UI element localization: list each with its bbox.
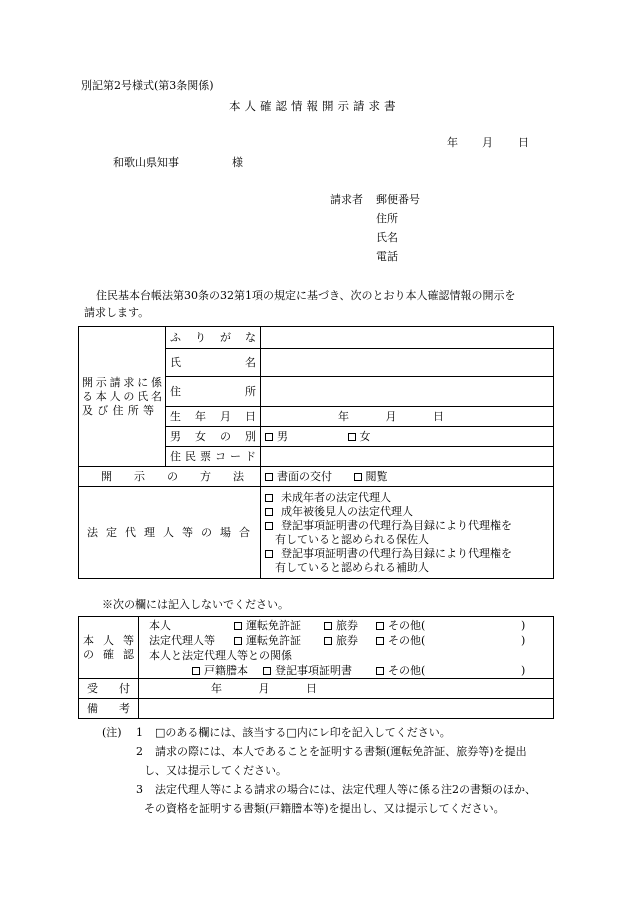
label-char: ド bbox=[245, 449, 256, 463]
label-char: 住 bbox=[170, 384, 181, 398]
label-char: 場 bbox=[220, 525, 231, 539]
self-other-option[interactable]: その他( bbox=[376, 619, 425, 633]
receipt-month: 月 bbox=[258, 681, 270, 695]
label-char: 確 bbox=[103, 647, 114, 661]
label-char: 年 bbox=[195, 409, 206, 423]
legal-curator-continuation: 有していると認められる保佐人 bbox=[275, 532, 429, 546]
addressee: 和歌山県知事 bbox=[113, 156, 179, 169]
label-char: 住 bbox=[112, 403, 124, 417]
label-char: 係 bbox=[150, 375, 162, 389]
legal-minor-label: 未成年者の法定代理人 bbox=[281, 490, 391, 504]
form-number: 別記第2号様式(第3条関係) bbox=[81, 79, 214, 92]
label-char: 名 bbox=[150, 389, 162, 403]
method-document-checkbox[interactable] bbox=[265, 473, 273, 481]
label-char: 理 bbox=[144, 525, 155, 539]
addressee-honorific: 様 bbox=[232, 156, 243, 169]
agent-other-close: ) bbox=[521, 633, 526, 647]
birthdate-field[interactable] bbox=[261, 407, 554, 427]
id-check-line-2 bbox=[83, 648, 134, 662]
method-document-label: 書面の交付 bbox=[277, 469, 332, 483]
label-char: 認 bbox=[123, 647, 134, 661]
sex-male-label: 男 bbox=[277, 429, 288, 443]
note-2-text: 請求の際には、本人であることを証明する書類(運転免許証、旅券等)を提出 bbox=[155, 745, 527, 758]
name-field[interactable] bbox=[261, 349, 554, 377]
label-char: が bbox=[220, 330, 231, 344]
relation-other-close: ) bbox=[521, 663, 526, 677]
legal-option-curator[interactable] bbox=[265, 519, 549, 533]
label-char: な bbox=[245, 330, 256, 344]
subject-group-line-3 bbox=[82, 404, 154, 418]
label-char: 及 bbox=[82, 403, 93, 417]
label-char: の bbox=[123, 389, 135, 403]
label-char: の bbox=[201, 525, 212, 539]
method-field bbox=[261, 467, 554, 487]
label-char: 合 bbox=[239, 525, 250, 539]
method-view-option[interactable] bbox=[354, 470, 388, 483]
label-char: 氏 bbox=[170, 355, 181, 369]
id-check-line-1 bbox=[83, 634, 134, 648]
legal-curator-label: 登記事項証明書の代理行為目録により代理権を bbox=[281, 518, 512, 532]
agent-license-option[interactable]: 運転免許証 bbox=[234, 634, 301, 648]
label-char: 法 bbox=[87, 525, 98, 539]
label-char: 等 bbox=[143, 403, 154, 417]
intro-line-2: 請求します。 bbox=[84, 306, 150, 319]
receipt-field[interactable] bbox=[139, 679, 554, 699]
method-view-checkbox[interactable] bbox=[354, 473, 362, 481]
legal-assistant-continuation: 有していると認められる補助人 bbox=[275, 560, 429, 574]
note-1-num: 1 bbox=[136, 726, 143, 739]
sex-field bbox=[261, 427, 554, 447]
label-char: 人 bbox=[163, 525, 174, 539]
label-char: 請 bbox=[109, 375, 121, 389]
birth-month-label: 月 bbox=[385, 409, 397, 423]
subject-group-line-2 bbox=[82, 390, 162, 404]
label-char: 所 bbox=[127, 403, 139, 417]
label-char: 示 bbox=[134, 469, 145, 483]
birthdate-label bbox=[166, 407, 261, 427]
label-char: ふ bbox=[170, 330, 181, 344]
label-char: 等 bbox=[182, 525, 193, 539]
legal-guardian-label: 成年被後見人の法定代理人 bbox=[281, 504, 413, 518]
note-1-text: □のある欄には、該当する□内にレ印を記入してください。 bbox=[155, 726, 451, 739]
self-license-option[interactable]: 運転免許証 bbox=[234, 619, 301, 633]
label-char: の bbox=[83, 647, 94, 661]
date-month-label: 月 bbox=[482, 136, 493, 149]
label-char: 法 bbox=[233, 469, 244, 483]
label-char: 男 bbox=[170, 429, 181, 443]
relation-other-option[interactable]: その他( bbox=[376, 664, 425, 678]
sex-female-label: 女 bbox=[359, 429, 371, 443]
legal-option-guardian[interactable] bbox=[265, 505, 549, 519]
label-char: り bbox=[195, 330, 206, 344]
subject-group-label bbox=[79, 327, 166, 467]
agent-other-option[interactable]: その他( bbox=[376, 634, 425, 648]
label-char: 考 bbox=[119, 701, 130, 715]
family-register-option[interactable]: 戸籍謄本 bbox=[192, 664, 248, 678]
agent-label: 法定代理人等 bbox=[149, 633, 215, 647]
label-char: 日 bbox=[245, 409, 256, 423]
label-char: 民 bbox=[185, 449, 196, 463]
label-char: る bbox=[82, 389, 93, 403]
label-char: コ bbox=[215, 449, 226, 463]
label-char: の bbox=[220, 429, 231, 443]
furigana-label bbox=[166, 327, 261, 349]
legal-assistant-label: 登記事項証明書の代理行為目録により代理権を bbox=[281, 546, 512, 560]
requester-postal-label: 郵便番号 bbox=[376, 193, 420, 206]
legal-curator-checkbox[interactable] bbox=[265, 522, 273, 530]
label-char: 開 bbox=[101, 469, 112, 483]
label-char: 人 bbox=[109, 389, 121, 403]
id-check-label bbox=[79, 617, 139, 679]
label-char: 方 bbox=[200, 469, 211, 483]
requester-label: 請求者 bbox=[330, 193, 363, 206]
notes-label: (注) bbox=[102, 726, 122, 739]
legal-rep-field bbox=[261, 487, 554, 579]
office-use-note: ※次の欄には記入しないでください。 bbox=[102, 598, 289, 611]
date-day-label: 日 bbox=[518, 136, 529, 149]
receipt-label bbox=[79, 679, 139, 699]
note-3-text: 法定代理人等による請求の場合には、法定代理人等に係る注2の書類のほか、 bbox=[155, 783, 536, 796]
legal-minor-checkbox[interactable] bbox=[265, 494, 273, 502]
label-char: 代 bbox=[125, 525, 136, 539]
method-label bbox=[79, 467, 261, 487]
note-2-num: 2 bbox=[136, 745, 143, 758]
method-document-option[interactable] bbox=[265, 470, 332, 483]
label-char: 所 bbox=[245, 384, 256, 398]
label-char: に bbox=[137, 375, 149, 389]
legal-option-minor[interactable] bbox=[265, 491, 549, 505]
label-char: 等 bbox=[123, 633, 134, 647]
label-char: 別 bbox=[245, 429, 256, 443]
agent-passport-option[interactable]: 旅券 bbox=[324, 634, 358, 648]
birth-year-label: 年 bbox=[338, 409, 349, 423]
label-char: 月 bbox=[220, 409, 231, 423]
note-3-continuation: その資格を証明する書類(戸籍謄本等)を提出し、又は提示してください。 bbox=[144, 802, 505, 815]
requester-phone-label: 電話 bbox=[376, 250, 398, 263]
label-char: 票 bbox=[200, 449, 211, 463]
legal-assistant-checkbox[interactable] bbox=[265, 550, 273, 558]
intro-line-1: 住民基本台帳法第30条の32第1項の規定に基づき、次のとおり本人確認情報の開示を bbox=[96, 289, 516, 302]
name-label bbox=[166, 349, 261, 377]
sex-male-checkbox[interactable] bbox=[265, 433, 273, 441]
remarks-field[interactable] bbox=[139, 699, 554, 719]
requester-address-label: 住所 bbox=[376, 212, 398, 225]
self-passport-option[interactable]: 旅券 bbox=[324, 619, 358, 633]
label-char: 住 bbox=[170, 449, 181, 463]
label-char: 付 bbox=[119, 681, 130, 695]
label-char: 開 bbox=[82, 375, 93, 389]
label-char: 備 bbox=[87, 701, 98, 715]
address-label bbox=[166, 377, 261, 407]
resident-code-field[interactable] bbox=[261, 447, 554, 467]
sex-female-option[interactable] bbox=[348, 430, 371, 443]
registry-cert-option[interactable]: 登記事項証明書 bbox=[263, 664, 352, 678]
receipt-day: 日 bbox=[306, 681, 317, 695]
label-char: 示 bbox=[95, 375, 107, 389]
legal-rep-label bbox=[79, 487, 261, 579]
request-table bbox=[78, 326, 554, 579]
address-field[interactable] bbox=[261, 377, 554, 407]
sex-female-checkbox[interactable] bbox=[348, 433, 356, 441]
label-char: 定 bbox=[106, 525, 117, 539]
receipt-year: 年 bbox=[211, 681, 222, 695]
requester-name-label: 氏名 bbox=[376, 231, 398, 244]
office-table bbox=[78, 616, 554, 719]
resident-code-label bbox=[166, 447, 261, 467]
label-char: 本 bbox=[83, 633, 94, 647]
relation-label: 本人と法定代理人等との関係 bbox=[149, 648, 292, 662]
label-char: ー bbox=[230, 449, 241, 463]
note-2-continuation: し、又は提示してください。 bbox=[144, 764, 287, 777]
subject-group-line-1 bbox=[82, 376, 162, 390]
legal-option-assistant[interactable] bbox=[265, 547, 549, 561]
self-label: 本人 bbox=[149, 618, 171, 632]
label-char: 本 bbox=[95, 389, 107, 403]
label-char: 生 bbox=[170, 409, 181, 423]
id-check-field bbox=[139, 617, 554, 679]
furigana-field[interactable] bbox=[261, 327, 554, 349]
birth-day-label: 日 bbox=[433, 409, 444, 423]
date-year-label: 年 bbox=[447, 136, 458, 149]
sex-label bbox=[166, 427, 261, 447]
method-view-label: 閲覧 bbox=[365, 469, 388, 483]
label-char: 求 bbox=[123, 375, 135, 389]
note-3-num: 3 bbox=[136, 783, 143, 796]
label-char: 名 bbox=[245, 355, 256, 369]
label-char: 受 bbox=[87, 681, 98, 695]
legal-guardian-checkbox[interactable] bbox=[265, 508, 273, 516]
self-other-close: ) bbox=[521, 618, 526, 632]
form-title: 本人確認情報開示請求書 bbox=[229, 99, 400, 113]
label-char: び bbox=[97, 403, 109, 417]
label-char: の bbox=[167, 469, 178, 483]
remarks-label bbox=[79, 699, 139, 719]
label-char: 氏 bbox=[137, 389, 149, 403]
label-char: 女 bbox=[195, 429, 206, 443]
label-char: 人 bbox=[103, 633, 114, 647]
sex-male-option[interactable] bbox=[265, 430, 288, 443]
